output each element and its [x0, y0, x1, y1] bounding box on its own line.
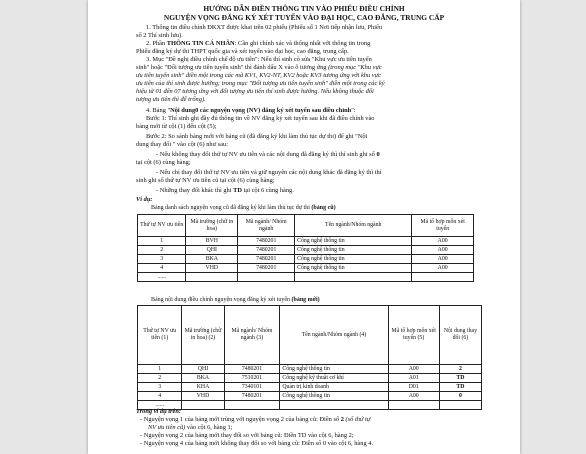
- explain-1b: [148, 424, 488, 432]
- rule-1-bold: 0: [376, 151, 380, 158]
- old-table-caption: [151, 205, 336, 212]
- old-th-combo: Mã tổ hợp môn xét tuyển: [412, 215, 474, 237]
- cell: [186, 273, 238, 282]
- cell: 2: [138, 374, 182, 383]
- step-2a: Bước 2: So sánh bảng mới với bảng cũ (đã đăng ký khi làm thủ tục dự thi) để ghi "Nội: [146, 133, 368, 140]
- para-3e-text: hiệu từ 01 đến 07 tương ứng với đối tượng ưu tiên thí sinh được hưởng. Nếu không thuộc đối: [136, 88, 374, 95]
- cell: [412, 273, 474, 282]
- para-3a: 3. Mục "Đề nghị điều chỉnh chế độ ưu tiên": Nếu thí sinh có sửa "Khu vực ưu tiên tuyển: [146, 56, 372, 63]
- cell: A01: [388, 374, 439, 383]
- cell: ......: [138, 273, 186, 282]
- explain-label: Trong ví dụ trên:: [136, 408, 182, 415]
- cell: KHA: [182, 383, 224, 392]
- cell: [388, 401, 439, 410]
- cell: 1: [138, 365, 182, 374]
- explain-1-bold: 2: [340, 416, 344, 423]
- cell: 4: [138, 264, 186, 273]
- cell: [238, 273, 295, 282]
- example-label: Ví dụ:: [136, 196, 153, 203]
- cell: BKA: [182, 374, 224, 383]
- cell: 7510201: [224, 374, 280, 383]
- old-th-school: Mã trường (chữ in hoa): [186, 215, 238, 237]
- para-3d-text: ưu tiên của thí sinh được hưởng; trong mục "Đối tượng ưu tiên tuyển sinh" điền một trong các ký: [136, 80, 385, 87]
- para-3d: [136, 80, 486, 88]
- new-caption-text: Bảng nội dung điều chỉnh nguyện vọng đăng ký xét tuyển: [151, 297, 292, 303]
- change-cell: 2: [439, 365, 481, 374]
- cell: 7480201: [238, 237, 295, 246]
- para-3c-text: ưu tiên tuyển sinh" điền một trong các mã KV1, KV2-NT, KV2 hoặc KV3 tương ứng với khu vực: [136, 72, 381, 79]
- explain-1b-text: vào cột 6, hàng 1;: [185, 424, 233, 431]
- old-caption-bold: (bảng cũ): [311, 205, 336, 211]
- cell: QHI: [182, 365, 224, 374]
- cell: 7480201: [224, 392, 280, 401]
- cell: BKA: [186, 255, 238, 264]
- old-table-header-row: [138, 215, 474, 237]
- para-2: [146, 40, 486, 48]
- cell: [280, 401, 388, 410]
- cell: A00: [388, 365, 439, 374]
- cell: D01: [388, 383, 439, 392]
- cell: 7480201: [238, 246, 295, 255]
- rule-1a-text: - Nếu không thay đổi thứ tự NV ưu tiên và các nội dung đã đăng ký thì thí sinh ghi số: [156, 151, 377, 158]
- change-cell: TD: [439, 383, 481, 392]
- para-3e: [136, 88, 486, 96]
- para-3b: [136, 64, 486, 72]
- cell: Công nghệ thông tin: [280, 365, 388, 374]
- para-1a: 1. Thông tin điều chỉnh ĐKXT được khai trên 02 phiếu (Phiếu số 1 Nơi tiếp nhận lưu, Phiếu: [146, 24, 383, 31]
- cell: 1: [138, 237, 186, 246]
- para-3c: [136, 72, 486, 80]
- cell: 3: [138, 255, 186, 264]
- new-table-caption: [151, 297, 320, 304]
- para-4-end: ":: [351, 107, 356, 114]
- cell: Công nghệ kỹ thuật cơ khí: [280, 374, 388, 383]
- table-row: [138, 365, 482, 374]
- cell: Công nghệ thông tin: [295, 246, 412, 255]
- cell: 7480201: [224, 365, 280, 374]
- change-cell: 0: [439, 392, 481, 401]
- para-3f: [136, 96, 486, 104]
- para-4-num: 4. Bảng ": [146, 107, 171, 114]
- table-row: [138, 264, 474, 273]
- explain-1b-italic: NV ưu tiên cũ): [148, 424, 186, 431]
- table-row: [138, 246, 474, 255]
- cell: Quản trị kinh doanh: [280, 383, 388, 392]
- cell: A00: [388, 392, 439, 401]
- rule-1a: [156, 151, 486, 159]
- para-4-bold: Nội dung0 các nguyện vọng (NV) đăng ký xét tuyển sau điều chỉnh: [170, 107, 352, 114]
- old-th-major-code: Mã ngành/ Nhóm ngành: [238, 215, 295, 237]
- table-row: [138, 273, 474, 282]
- para-2-rest: : Cần ghi chính xác và thống nhất với thông tin trong: [234, 40, 371, 47]
- para-3b-2: (trong mục "Khu vực: [328, 64, 382, 71]
- cell: Công nghệ thông tin: [280, 392, 388, 401]
- step-1a: Bước 1: Thí sinh ghi đầy đủ thông tin về NV đăng ký xét tuyển sau khi đã điều chỉnh vào: [146, 115, 375, 122]
- old-th-major-name: Tên ngành/Nhóm ngành: [295, 215, 412, 237]
- new-th-major-name: Tên ngành/Nhóm ngành (4): [280, 306, 388, 365]
- cell: A00: [412, 264, 474, 273]
- explain-1-italic: (số thứ tự: [343, 416, 371, 423]
- new-table-header-row: [138, 306, 482, 365]
- new-th-school: Mã trường (chữ in hoa) (2): [182, 306, 224, 365]
- table-row: [138, 255, 474, 264]
- para-4: [146, 107, 486, 115]
- para-2-num: 2. Phần: [146, 40, 166, 47]
- document-page: [88, 0, 520, 454]
- explain-1a-text: - Nguyện vọng 1 của bảng mới trùng với nguyện vọng 2 của bảng cũ: Điền số: [140, 416, 341, 423]
- new-th-combo: Mã tổ hợp môn xét tuyển (5): [388, 306, 439, 365]
- cell: 7480201: [238, 264, 295, 273]
- cell: Công nghệ thông tin: [295, 237, 412, 246]
- new-th-major-code: Mã ngành/ Nhóm ngành (3): [224, 306, 280, 365]
- cell: Công nghệ thông tin: [295, 264, 412, 273]
- para-3f-text: tượng ưu tiên thì để trống).: [136, 96, 206, 103]
- new-table: [137, 305, 482, 410]
- cell: Công nghệ thông tin: [295, 255, 412, 264]
- title-line-1: HƯỚNG DẪN ĐIỀN THÔNG TIN VÀO PHIẾU ĐIỀU CHỈNH: [203, 4, 405, 13]
- rule-3-text: - Những thay đổi khác thì ghi: [156, 187, 234, 194]
- rule-1b: tại cột (6) cùng hàng;: [136, 159, 191, 166]
- old-table: [137, 214, 474, 282]
- cell: 4: [138, 392, 182, 401]
- rule-2b: sinh ghi số thứ tự NV ưu tiên cũ tại cột (6) cùng hàng;: [136, 177, 275, 184]
- table-row: [138, 383, 482, 392]
- cell: VHD: [186, 264, 238, 273]
- explain-1a: [140, 416, 500, 424]
- cell: ......: [138, 401, 182, 410]
- explain-3: - Nguyện vọng 4 của bảng mới không thay đổi so với bảng cũ: Điền số 0 vào cột 6, hàng 4.: [140, 440, 374, 447]
- para-3b-1: sinh" hoặc "Đối tượng ưu tiên tuyển sinh" thì đánh dấu X vào ô tương ứng: [136, 64, 329, 71]
- rule-3-bold: TD: [233, 187, 243, 194]
- table-row: [138, 237, 474, 246]
- new-th-change: Nội dung thay đổi (6): [439, 306, 481, 365]
- old-th-order: Thứ tự NV ưu tiên: [138, 215, 186, 237]
- cell: 3: [138, 383, 182, 392]
- para-2-bold: THÔNG TIN CÁ NHÂN: [166, 40, 235, 47]
- cell: 7340101: [224, 383, 280, 392]
- cell: 7480201: [238, 255, 295, 264]
- title-line-2: NGUYỆN VỌNG ĐĂNG KÝ XÉT TUYỂN VÀO ĐẠI HỌC, CAO ĐẲNG, TRUNG CẤP: [163, 13, 445, 22]
- cell: BVH: [186, 237, 238, 246]
- cell: [439, 401, 481, 410]
- cell: VHD: [182, 392, 224, 401]
- cell: A00: [412, 246, 474, 255]
- cell: [295, 273, 412, 282]
- step-1b: bảng mới từ cột (1) đến cột (5);: [136, 123, 217, 130]
- explain-2: - Nguyện vọng 2 của bảng mới thay đổi so với bảng cũ: Điền TD vào cột 6, hàng 2;: [140, 432, 354, 439]
- old-caption-text: Bảng danh sách nguyện vọng cũ đã đăng ký khi làm thủ tục dự thi: [151, 205, 312, 211]
- new-caption-bold: (bảng mới): [291, 297, 320, 303]
- table-row: [138, 392, 482, 401]
- cell: A00: [412, 237, 474, 246]
- new-th-order: Thứ tự NV ưu tiên (1): [138, 306, 182, 365]
- table-row: [138, 374, 482, 383]
- cell: A00: [412, 255, 474, 264]
- rule-3: [156, 187, 486, 195]
- change-cell: TD: [439, 374, 481, 383]
- para-2b: Phiếu đăng ký dự thi THPT quốc gia và xét tuyển vào đại học, cao đẳng, trung cấp.: [136, 48, 349, 55]
- rule-3-end: tại cột 6 cùng hàng.: [242, 187, 294, 194]
- cell: QHI: [186, 246, 238, 255]
- para-1b: số 2 Thí sinh lưu).: [136, 32, 183, 39]
- rule-2a: - Nếu chỉ thay đổi thứ tự NV ưu tiên và giữ nguyên các nội dung khác đã đăng ký thì thí: [156, 169, 382, 176]
- step-2b: dung thay đổi " vào cột (6) như sau:: [136, 141, 228, 148]
- cell: 2: [138, 246, 186, 255]
